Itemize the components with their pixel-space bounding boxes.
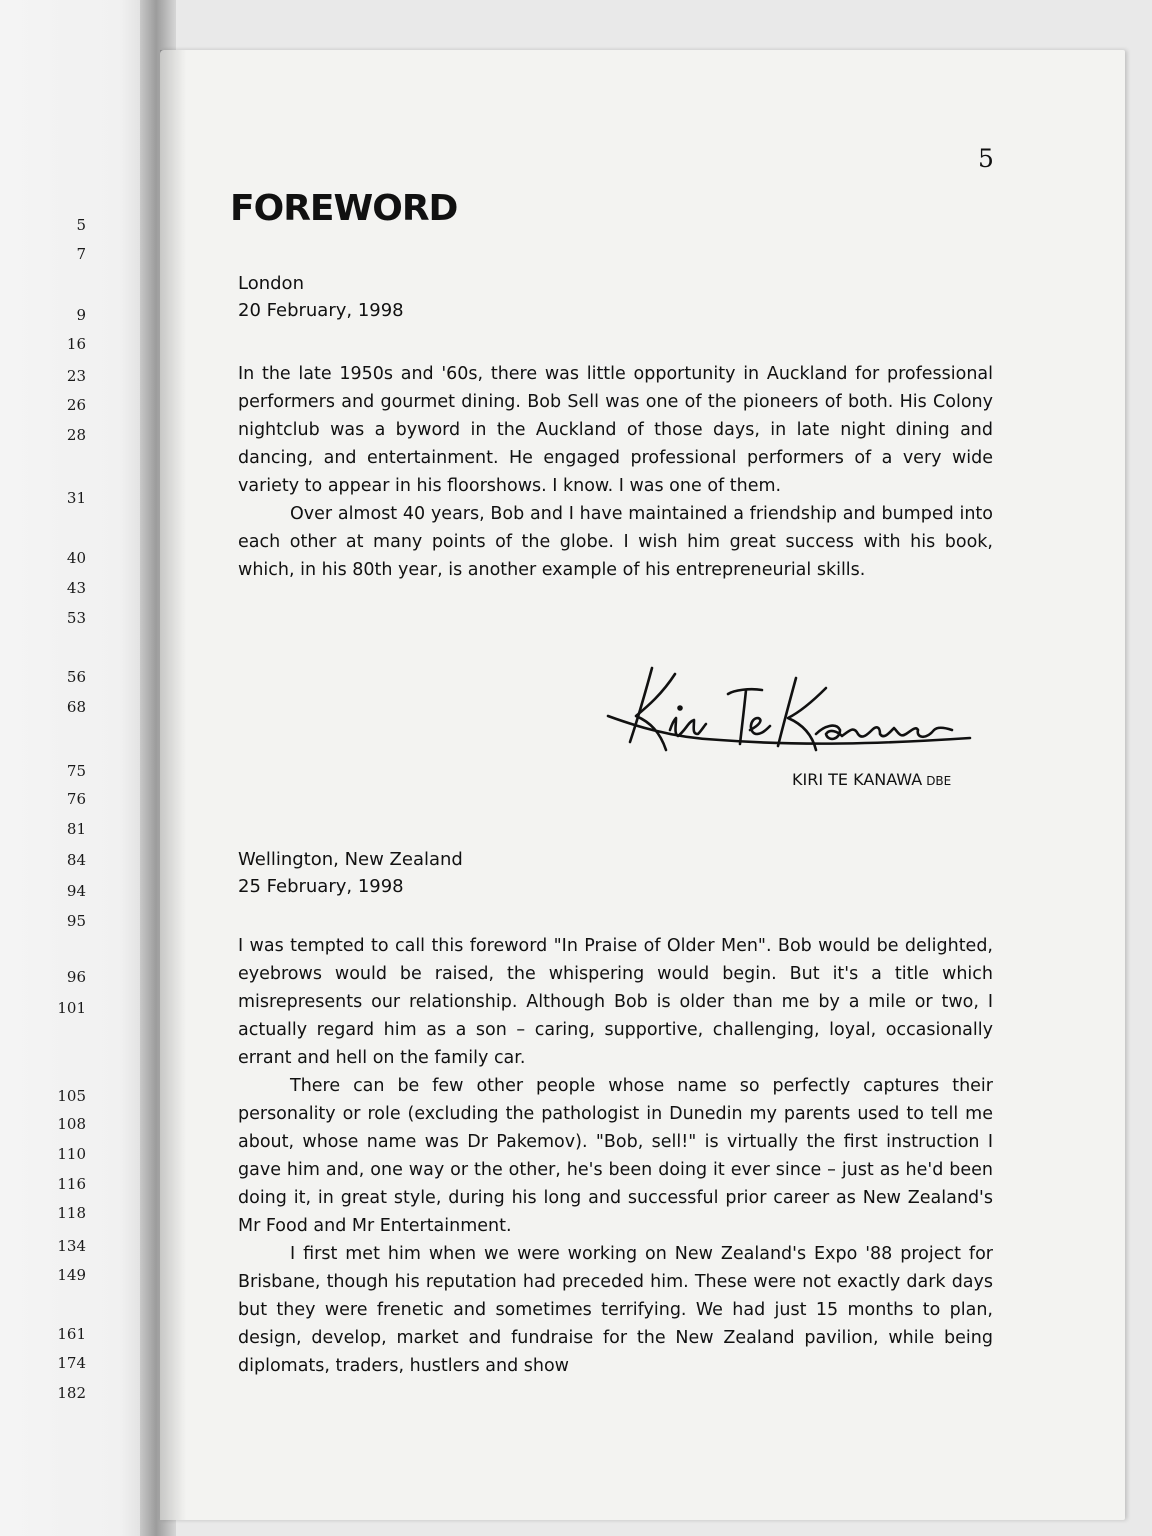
signer-credit	[792, 770, 951, 789]
toc-page-number: 75	[66, 762, 86, 780]
paragraph: In the late 1950s and '60s, there was little opportunity in Auckland for professional performers and gourmet dining. Bob Sell was one of the pioneers of both. His Colony nightclub was a byword in the Auckland of those days, in late night dining and dancing, and entertainment. He engaged professional performers of a very wide variety to appear in his floorshows. I know. I was one of them.	[238, 364, 993, 496]
paragraph: Over almost 40 years, Bob and I have maintained a friendship and bumped into each other at many points of the globe. I wish him great success with his book, which, in his 80th year, is another example of his entrepreneurial skills.	[238, 504, 993, 580]
toc-page-number: 26	[66, 396, 86, 414]
foreword-page	[160, 50, 1125, 1520]
toc-page-number: 95	[66, 912, 86, 930]
toc-page-number: 161	[57, 1325, 86, 1343]
entry-date: 25 February, 1998	[238, 876, 404, 897]
toc-page-number: 182	[57, 1384, 86, 1402]
page-number: 5	[978, 144, 994, 173]
toc-page-number: 116	[57, 1175, 86, 1193]
toc-page-number: 68	[66, 698, 86, 716]
signer-title: DBE	[926, 774, 952, 788]
entry-place: Wellington, New Zealand	[238, 849, 463, 870]
toc-page-number: 31	[66, 489, 86, 507]
spine-shadow	[160, 50, 186, 1520]
toc-page-number: 94	[66, 882, 86, 900]
signer-name: KIRI TE KANAWA	[792, 770, 923, 789]
toc-page-number: 43	[66, 579, 86, 597]
toc-page-number: 149	[57, 1266, 86, 1284]
toc-page-number: 81	[66, 820, 86, 838]
toc-page-number: 56	[66, 668, 86, 686]
entry-body	[238, 932, 993, 1380]
page-heading: FOREWORD	[230, 188, 458, 229]
paragraph: I first met him when we were working on New Zealand's Expo '88 project for Brisbane, though his reputation had preceded him. These were not exactly dark days but they were frenetic and sometimes terrifying. We had just 15 months to plan, design, develop, market and fundraise for the New Zealand pavilion, while being diplomats, traders, hustlers and show	[238, 1244, 993, 1376]
toc-page-number: 28	[66, 426, 86, 444]
toc-page-number: 7	[76, 245, 86, 263]
toc-page-number: 40	[66, 549, 86, 567]
toc-page-number: 105	[57, 1087, 86, 1105]
toc-page-number: 118	[57, 1204, 86, 1222]
toc-page-number: 110	[57, 1145, 86, 1163]
toc-page-number: 108	[57, 1115, 86, 1133]
toc-page-number: 96	[66, 968, 86, 986]
toc-page-number: 53	[66, 609, 86, 627]
entry-dateline	[238, 270, 404, 324]
toc-page-number: 9	[76, 306, 86, 324]
toc-page-number: 76	[66, 790, 86, 808]
entry-dateline	[238, 846, 463, 900]
entry-place: London	[238, 273, 304, 294]
left-contents-page	[0, 0, 150, 1536]
entry-date: 20 February, 1998	[238, 300, 404, 321]
handwritten-signature	[600, 660, 980, 770]
toc-page-number: 101	[57, 999, 86, 1017]
entry-body	[238, 360, 993, 584]
paragraph: There can be few other people whose name so perfectly captures their personality or role (excluding the pathologist in Dunedin my parents used to tell me about, whose name was Dr Pakemov). "Bob, sell!" is virtually the first instruction I gave him and, one way or the other, he's been doing it ever since – just as he'd been doing it, in great style, during his long and successful prior career as New Zealand's Mr Food and Mr Entertainment.	[238, 1076, 993, 1236]
toc-page-number: 16	[66, 335, 86, 353]
toc-page-number: 174	[57, 1354, 86, 1372]
toc-page-number: 5	[76, 216, 86, 234]
toc-page-number: 23	[66, 367, 86, 385]
paragraph: I was tempted to call this foreword "In Praise of Older Men". Bob would be delighted, eyebrows would be raised, the whispering would begin. But it's a title which misrepresents our relationship. Although Bob is older than me by a mile or two, I actually regard him as a son – caring, supportive, challenging, loyal, occasionally errant and hell on the family car.	[238, 936, 993, 1068]
toc-page-number: 84	[66, 851, 86, 869]
toc-page-number: 134	[57, 1237, 86, 1255]
